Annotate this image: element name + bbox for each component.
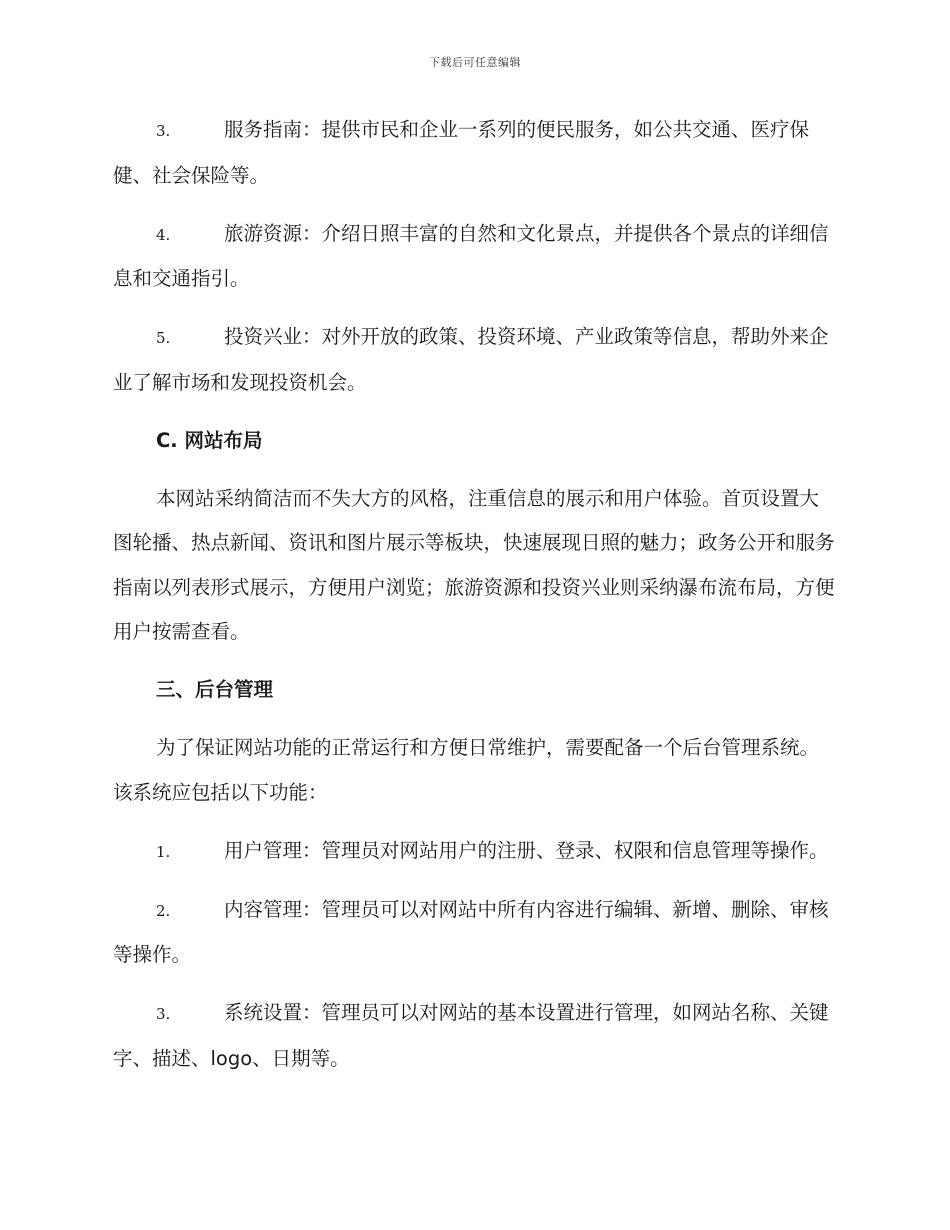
list-text: 服务指南：提供市民和企业一系列的便民服务，如公共交通、医疗保健、社会保险等。 (113, 118, 810, 187)
list-item (113, 888, 835, 978)
list-item (113, 315, 835, 405)
list-number: 3. (156, 1005, 171, 1023)
list-item (113, 991, 835, 1081)
list-item (113, 212, 835, 302)
section-paragraph-layout: 本网站采纳简洁而不失大方的风格，注重信息的展示和用户体验。首页设置大图轮播、热点新闻、资讯和图片展示等板块，快速展现日照的魅力；政务公开和服务指南以列表形式展示，方便用户浏览；旅游资源和投资兴业则采纳瀑布流布局，方便用户按需查看。 (113, 486, 835, 643)
list-item (113, 829, 835, 875)
list-number: 1. (156, 842, 171, 861)
list-number: 4. (156, 225, 171, 244)
list-text: 用户管理：管理员对网站用户的注册、登录、权限和信息管理等操作。 (224, 838, 829, 862)
page-header: 下载后可任意编辑 (429, 56, 521, 69)
section-paragraph-admin: 为了保证网站功能的正常运行和方便日常维护，需要配备一个后台管理系统。该系统应包括以下功能： (113, 736, 820, 804)
list-text: 内容管理：管理员可以对网站中所有内容进行编辑、新增、删除、审核等操作。 (113, 897, 829, 966)
list-text: 旅游资源：介绍日照丰富的自然和文化景点，并提供各个景点的详细信息和交通指引。 (113, 221, 829, 290)
list-text: 系统设置：管理员可以对网站的基本设置进行管理，如网站名称、关键字、描述、logo、日期等。 (113, 1001, 829, 1070)
list-item (113, 108, 835, 198)
list-number: 3. (156, 122, 171, 140)
list-number: 2. (156, 901, 171, 920)
list-number: 5. (156, 329, 171, 347)
list-text: 投资兴业：对外开放的政策、投资环境、产业政策等信息，帮助外来企业了解市场和发现投资机会。 (113, 325, 829, 394)
section-heading-admin: 三、后台管理 (156, 678, 274, 701)
section-heading-layout: C. 网站布局 (156, 428, 263, 452)
document-body (113, 108, 835, 1095)
